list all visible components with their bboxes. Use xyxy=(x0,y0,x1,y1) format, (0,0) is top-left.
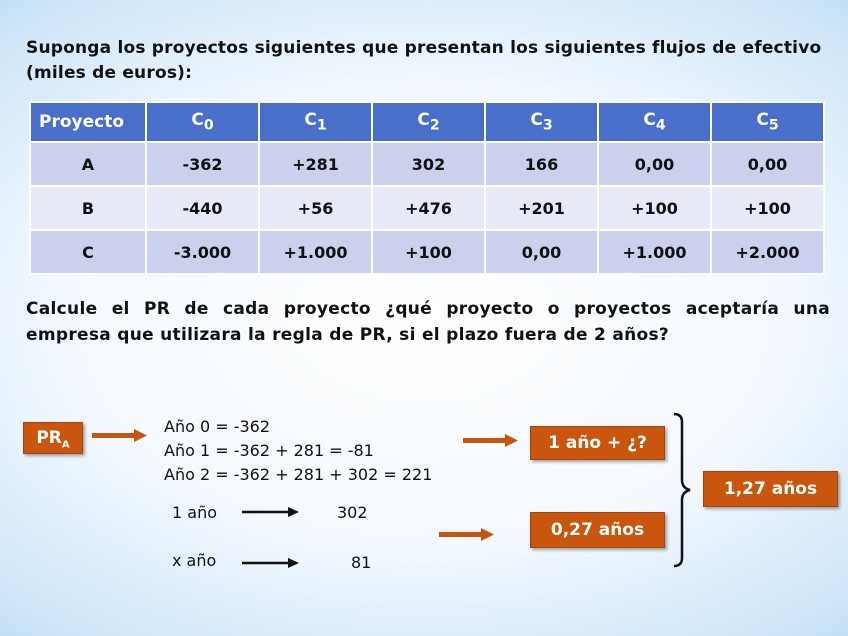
header-c0: $C_0$ xyxy=(146,102,259,142)
arrow-right-icon xyxy=(242,556,300,570)
table-cell: +2.000 xyxy=(711,230,824,274)
table-cell: +56 xyxy=(259,186,372,230)
table-cell: +201 xyxy=(485,186,598,230)
table-cell: 0,00 xyxy=(485,230,598,274)
result-second-box: 0,27 años xyxy=(530,512,665,548)
table-cell: +476 xyxy=(372,186,485,230)
header-c3: $C_3$ xyxy=(485,102,598,142)
table-cell: 166 xyxy=(485,142,598,186)
calc-line-year1: Año 1 = -362 + 281 = -81 xyxy=(164,441,374,460)
calculation-lines xyxy=(164,415,432,487)
table-row xyxy=(30,230,824,274)
arrow-right-icon xyxy=(439,527,495,543)
table-row xyxy=(30,186,824,230)
table-cell: C xyxy=(30,230,146,274)
arrow-right-icon xyxy=(463,433,519,449)
header-c4: $C_4$ xyxy=(598,102,711,142)
calc-line-year2: Año 2 = -362 + 281 + 302 = 221 xyxy=(164,465,433,484)
table-cell: +100 xyxy=(372,230,485,274)
rule-row1-label: 1 año xyxy=(172,503,217,522)
header-c2: $C_2$ xyxy=(372,102,485,142)
rule-row2-label: x año xyxy=(172,551,217,570)
table-cell: -3.000 xyxy=(146,230,259,274)
table-row xyxy=(30,142,824,186)
table-cell: +100 xyxy=(711,186,824,230)
table-cell: -362 xyxy=(146,142,259,186)
table-header-row xyxy=(30,102,824,142)
table-cell: 0,00 xyxy=(711,142,824,186)
question-text: Calcule el PR de cada proyecto ¿qué proyecto o proyectos aceptaría una empresa que utilizara la regla de PR, si el plazo fuera de 2 años? xyxy=(26,299,830,345)
table-cell: +100 xyxy=(598,186,711,230)
header-c5: $C_5$ xyxy=(711,102,824,142)
arrow-right-icon xyxy=(242,505,300,519)
result-total-box: 1,27 años xyxy=(703,471,838,507)
pra-label-box: $PR_A$ xyxy=(23,422,83,454)
header-c1: $C_1$ xyxy=(259,102,372,142)
table-cell: +1.000 xyxy=(598,230,711,274)
result-first-box: 1 año + ¿? xyxy=(530,426,665,460)
rule-row1-value: 302 xyxy=(337,503,368,522)
table-cell: B xyxy=(30,186,146,230)
arrow-right-icon xyxy=(92,428,148,444)
table-cell: A xyxy=(30,142,146,186)
table-cell: 0,00 xyxy=(598,142,711,186)
calc-line-year0: Año 0 = -362 xyxy=(164,417,271,436)
header-proyecto: Proyecto xyxy=(30,102,146,142)
table-cell: +1.000 xyxy=(259,230,372,274)
cash-flow-table xyxy=(29,101,825,275)
rule-row2-value: 81 xyxy=(351,553,372,572)
table-cell: 302 xyxy=(372,142,485,186)
right-brace-icon xyxy=(672,412,698,568)
table-cell: +281 xyxy=(259,142,372,186)
intro-text: Suponga los proyectos siguientes que presentan los siguientes flujos de efectivo (miles de euros): xyxy=(26,38,822,83)
table-cell: -440 xyxy=(146,186,259,230)
